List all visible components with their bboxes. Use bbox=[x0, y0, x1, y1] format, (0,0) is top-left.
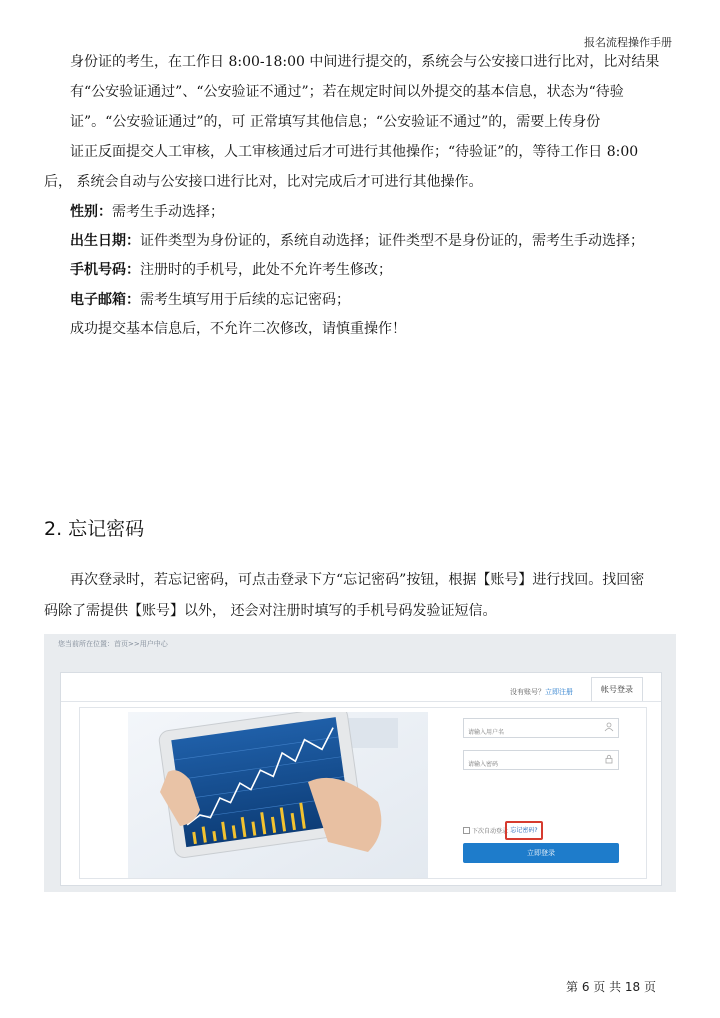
register-link[interactable]: 立即注册 bbox=[545, 688, 573, 696]
login-panel bbox=[79, 707, 647, 879]
remember-me[interactable] bbox=[463, 826, 508, 835]
section-body-line: 再次登录时，若忘记密码，可点击登录下方“忘记密码”按钮，根据【账号】进行找回。找回密 bbox=[70, 572, 645, 588]
forgot-password-link[interactable]: 忘记密码? bbox=[505, 821, 543, 840]
notice-text: 成功提交基本信息后，不允许二次修改，请慎重操作！ bbox=[70, 321, 406, 337]
field-description-birthdate bbox=[70, 231, 644, 251]
field-text: 注册时的手机号，此处不允许考生修改； bbox=[140, 262, 392, 278]
paragraph-line: 证正反面提交人工审核，人工审核通过后才可进行其他操作；“待验证”的，等待工作日 8:00 bbox=[70, 144, 639, 160]
section-body-line: 码除了需提供【账号】以外， 还会对注册时填写的手机号码发验证短信。 bbox=[44, 603, 497, 619]
login-button[interactable]: 立即登录 bbox=[463, 843, 619, 863]
register-prompt bbox=[510, 687, 573, 697]
paragraph-line: 身份证的考生，在工作日 8:00-18:00 中间进行提交的，系统会与公安接口进行比对，比对结果 bbox=[70, 54, 660, 70]
no-account-text: 没有账号？ bbox=[510, 688, 545, 696]
field-label: 手机号码： bbox=[70, 262, 140, 278]
field-label: 出生日期： bbox=[70, 233, 140, 249]
field-description-phone bbox=[70, 260, 392, 280]
paragraph-line: 后， 系统会自动与公安接口进行比对，比对完成后才可进行其他操作。 bbox=[44, 174, 483, 190]
field-label: 性别： bbox=[70, 204, 112, 220]
field-text: 需考生填写用于后续的忘记密码； bbox=[140, 292, 350, 308]
breadcrumb: 您当前所在位置：首页>>用户中心 bbox=[58, 640, 168, 648]
document-header-title: 报名流程操作手册 bbox=[584, 36, 672, 49]
paragraph-line: 有“公安验证通过”、“公安验证不通过”；若在规定时间以外提交的基本信息，状态为“待验 bbox=[70, 84, 624, 100]
tab-divider bbox=[61, 701, 661, 702]
page-number: 第 6 页 共 18 页 bbox=[566, 980, 656, 994]
field-text: 证件类型为身份证的，系统自动选择；证件类型不是身份证的，需考生手动选择； bbox=[140, 233, 644, 249]
login-card bbox=[60, 672, 662, 886]
username-field[interactable] bbox=[463, 718, 619, 738]
password-input[interactable] bbox=[464, 757, 598, 773]
field-description-email bbox=[70, 290, 350, 310]
remember-label: 下次自动登录 bbox=[472, 828, 509, 835]
lock-icon bbox=[604, 754, 614, 764]
login-page-screenshot bbox=[44, 634, 676, 892]
user-icon bbox=[604, 722, 614, 732]
tablet-chart-illustration bbox=[128, 712, 428, 878]
username-input[interactable] bbox=[464, 725, 598, 741]
section-heading: 2. 忘记密码 bbox=[44, 518, 145, 540]
field-label: 电子邮箱： bbox=[70, 292, 140, 308]
tab-account-login[interactable]: 帐号登录 bbox=[591, 677, 643, 702]
paragraph-line: 证”。“公安验证通过”的，可 正常填写其他信息；“公安验证不通过”的，需要上传身份 bbox=[70, 114, 601, 130]
field-text: 需考生手动选择； bbox=[112, 204, 224, 220]
field-description-gender bbox=[70, 202, 224, 222]
password-field[interactable] bbox=[463, 750, 619, 770]
remember-checkbox[interactable] bbox=[463, 827, 470, 834]
